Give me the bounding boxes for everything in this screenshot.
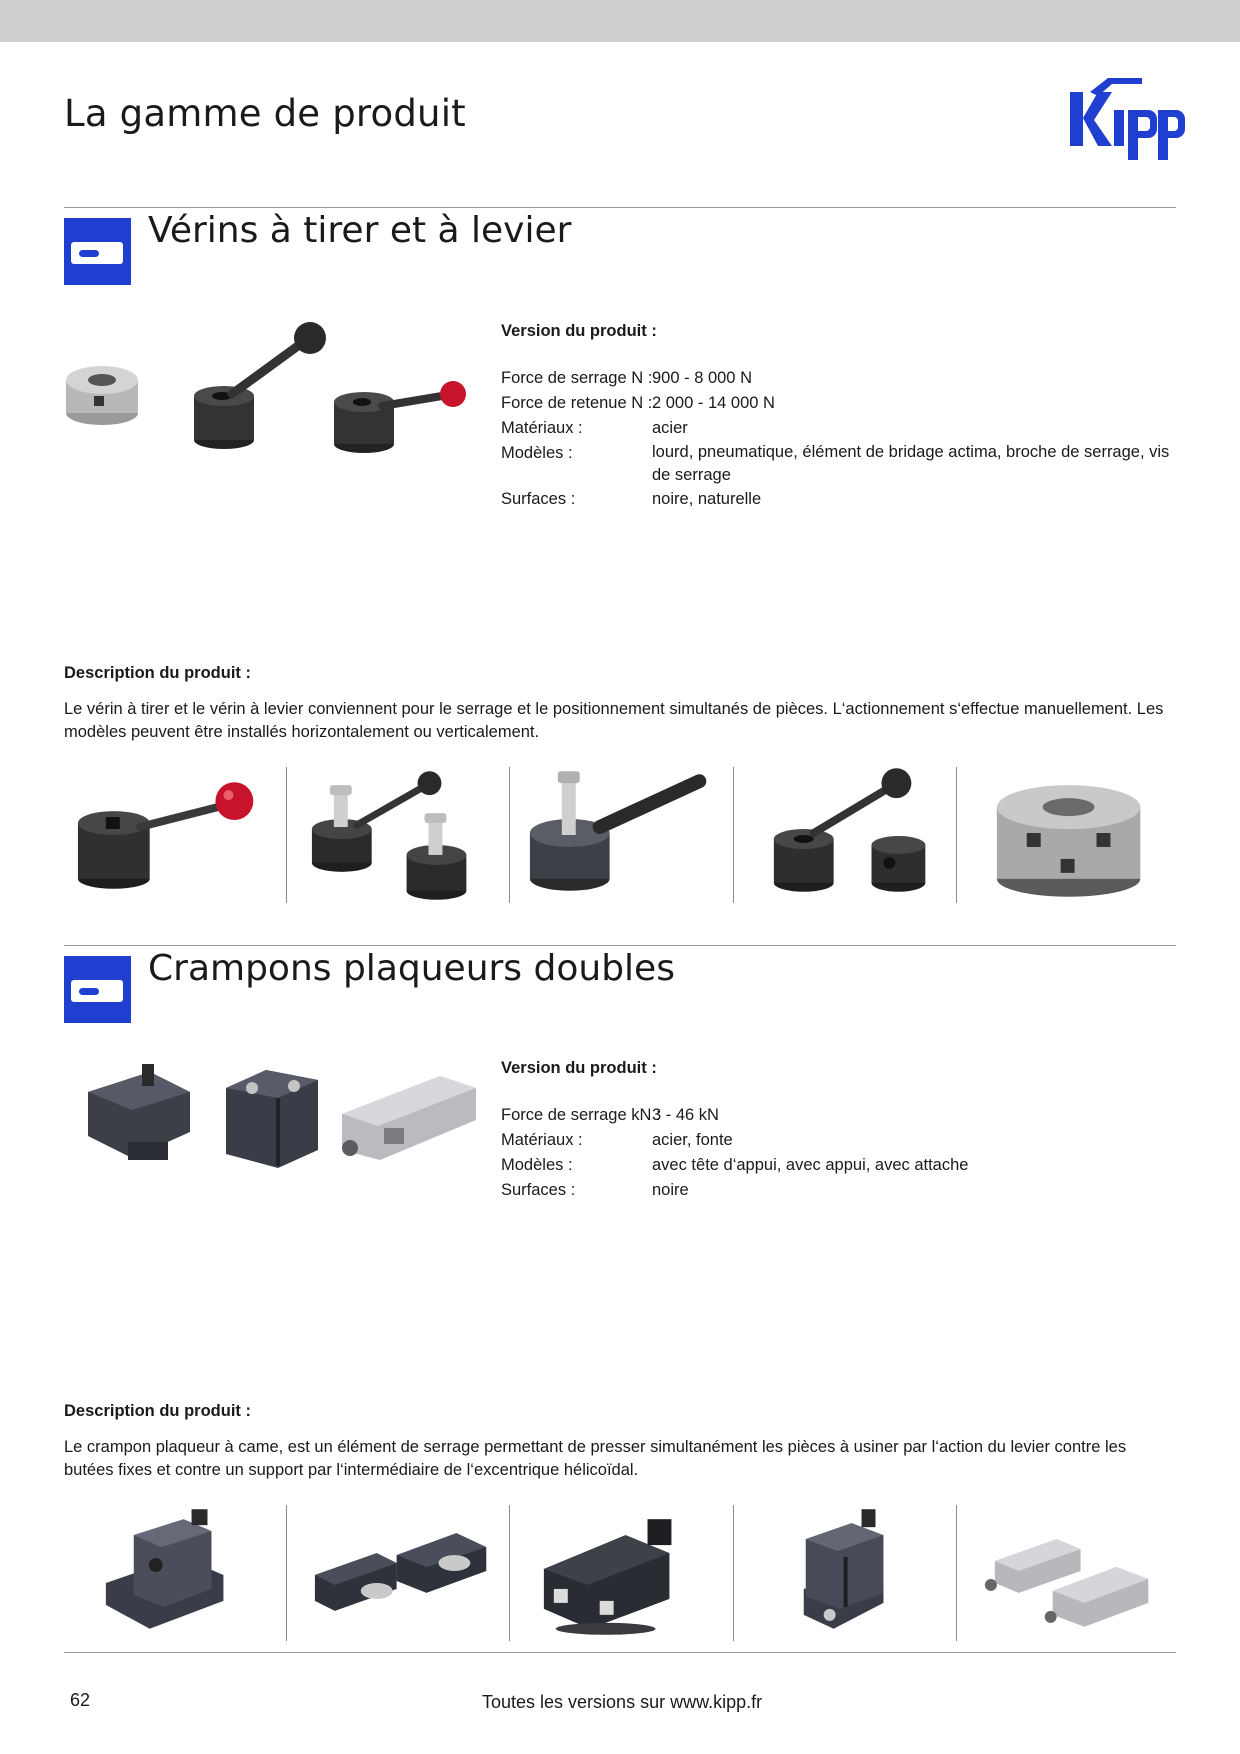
spec-value: acier, fonte — [652, 1131, 733, 1149]
product-description — [64, 1402, 1179, 1482]
section-divider — [64, 207, 1176, 208]
specs-heading: Version du produit : — [501, 1059, 657, 1077]
spec-row — [501, 441, 1181, 487]
spec-label: Force de retenue N : — [501, 394, 653, 412]
spec-row — [501, 1153, 1181, 1178]
description-heading: Description du produit : — [64, 664, 251, 682]
spec-row — [501, 1103, 1181, 1128]
spec-label: Matériaux : — [501, 1131, 583, 1149]
spec-row — [501, 1178, 1181, 1203]
section-title: Vérins à tirer et à levier — [148, 210, 572, 251]
description-heading: Description du produit : — [64, 1402, 251, 1420]
spec-value: noire, naturelle — [652, 490, 762, 508]
product-specs — [501, 322, 1181, 512]
header-band — [0, 0, 1240, 42]
spec-value: 3 - 46 kN — [652, 1106, 719, 1124]
clamp-category-icon — [64, 218, 131, 285]
product-gallery — [64, 1505, 1179, 1641]
product-image — [509, 767, 732, 903]
spec-row — [501, 366, 1181, 391]
spec-value: 2 000 - 14 000 N — [652, 394, 775, 412]
spec-label: Force de serrage kN : — [501, 1106, 661, 1124]
product-image-group — [64, 318, 474, 458]
section-divider — [64, 945, 1176, 946]
spec-row — [501, 416, 1181, 441]
product-image — [286, 1505, 509, 1641]
spec-label: Surfaces : — [501, 1181, 576, 1199]
description-text: Le vérin à tirer et le vérin à levier conviennent pour le serrage et le positionnement simultanés de pièces. L‘actionnement s‘effectue manuellement. Les modèles peuvent être installés horizontalement ou verticalement. — [64, 700, 1164, 741]
specs-heading: Version du produit : — [501, 322, 657, 340]
footer-link-text: Toutes les versions sur www.kipp.fr — [482, 1692, 763, 1712]
product-image-group — [80, 1058, 480, 1174]
product-image — [509, 1505, 732, 1641]
page-title: La gamme de produit — [64, 92, 466, 135]
description-text: Le crampon plaqueur à came, est un élément de serrage permettant de presser simultanément les pièces à usiner par l‘action du levier contre les butées fixes et contre un support par l‘intermédiaire de l‘excentrique hélicoïdal. — [64, 1438, 1127, 1479]
product-description — [64, 664, 1179, 744]
product-gallery — [64, 767, 1179, 903]
spec-label: Matériaux : — [501, 419, 583, 437]
clamp-category-icon — [64, 956, 131, 1023]
product-image — [956, 1505, 1179, 1641]
spec-row — [501, 1128, 1181, 1153]
spec-label: Force de serrage N : — [501, 369, 653, 387]
spec-row — [501, 391, 1181, 416]
product-image — [733, 1505, 956, 1641]
kipp-logo — [1068, 74, 1188, 166]
spec-value: noire — [652, 1181, 689, 1199]
spec-label: Modèles : — [501, 1156, 573, 1174]
product-image — [956, 767, 1179, 903]
product-image — [64, 767, 286, 903]
spec-value: 900 - 8 000 N — [652, 369, 752, 387]
spec-label: Modèles : — [501, 444, 573, 462]
spec-value: acier — [652, 419, 688, 437]
product-specs — [501, 1059, 1181, 1203]
section-title: Crampons plaqueurs doubles — [148, 948, 675, 989]
product-image — [733, 767, 956, 903]
spec-value: lourd, pneumatique, élément de bridage actima, broche de serrage, vis de serrage — [652, 443, 1170, 484]
footer-divider — [64, 1652, 1176, 1653]
product-image — [286, 767, 509, 903]
spec-row — [501, 487, 1181, 512]
spec-label: Surfaces : — [501, 490, 576, 508]
product-image — [66, 366, 138, 425]
page-number: 62 — [70, 1690, 91, 1710]
product-image — [64, 1505, 286, 1641]
spec-value: avec tête d‘appui, avec appui, avec attache — [652, 1156, 969, 1174]
